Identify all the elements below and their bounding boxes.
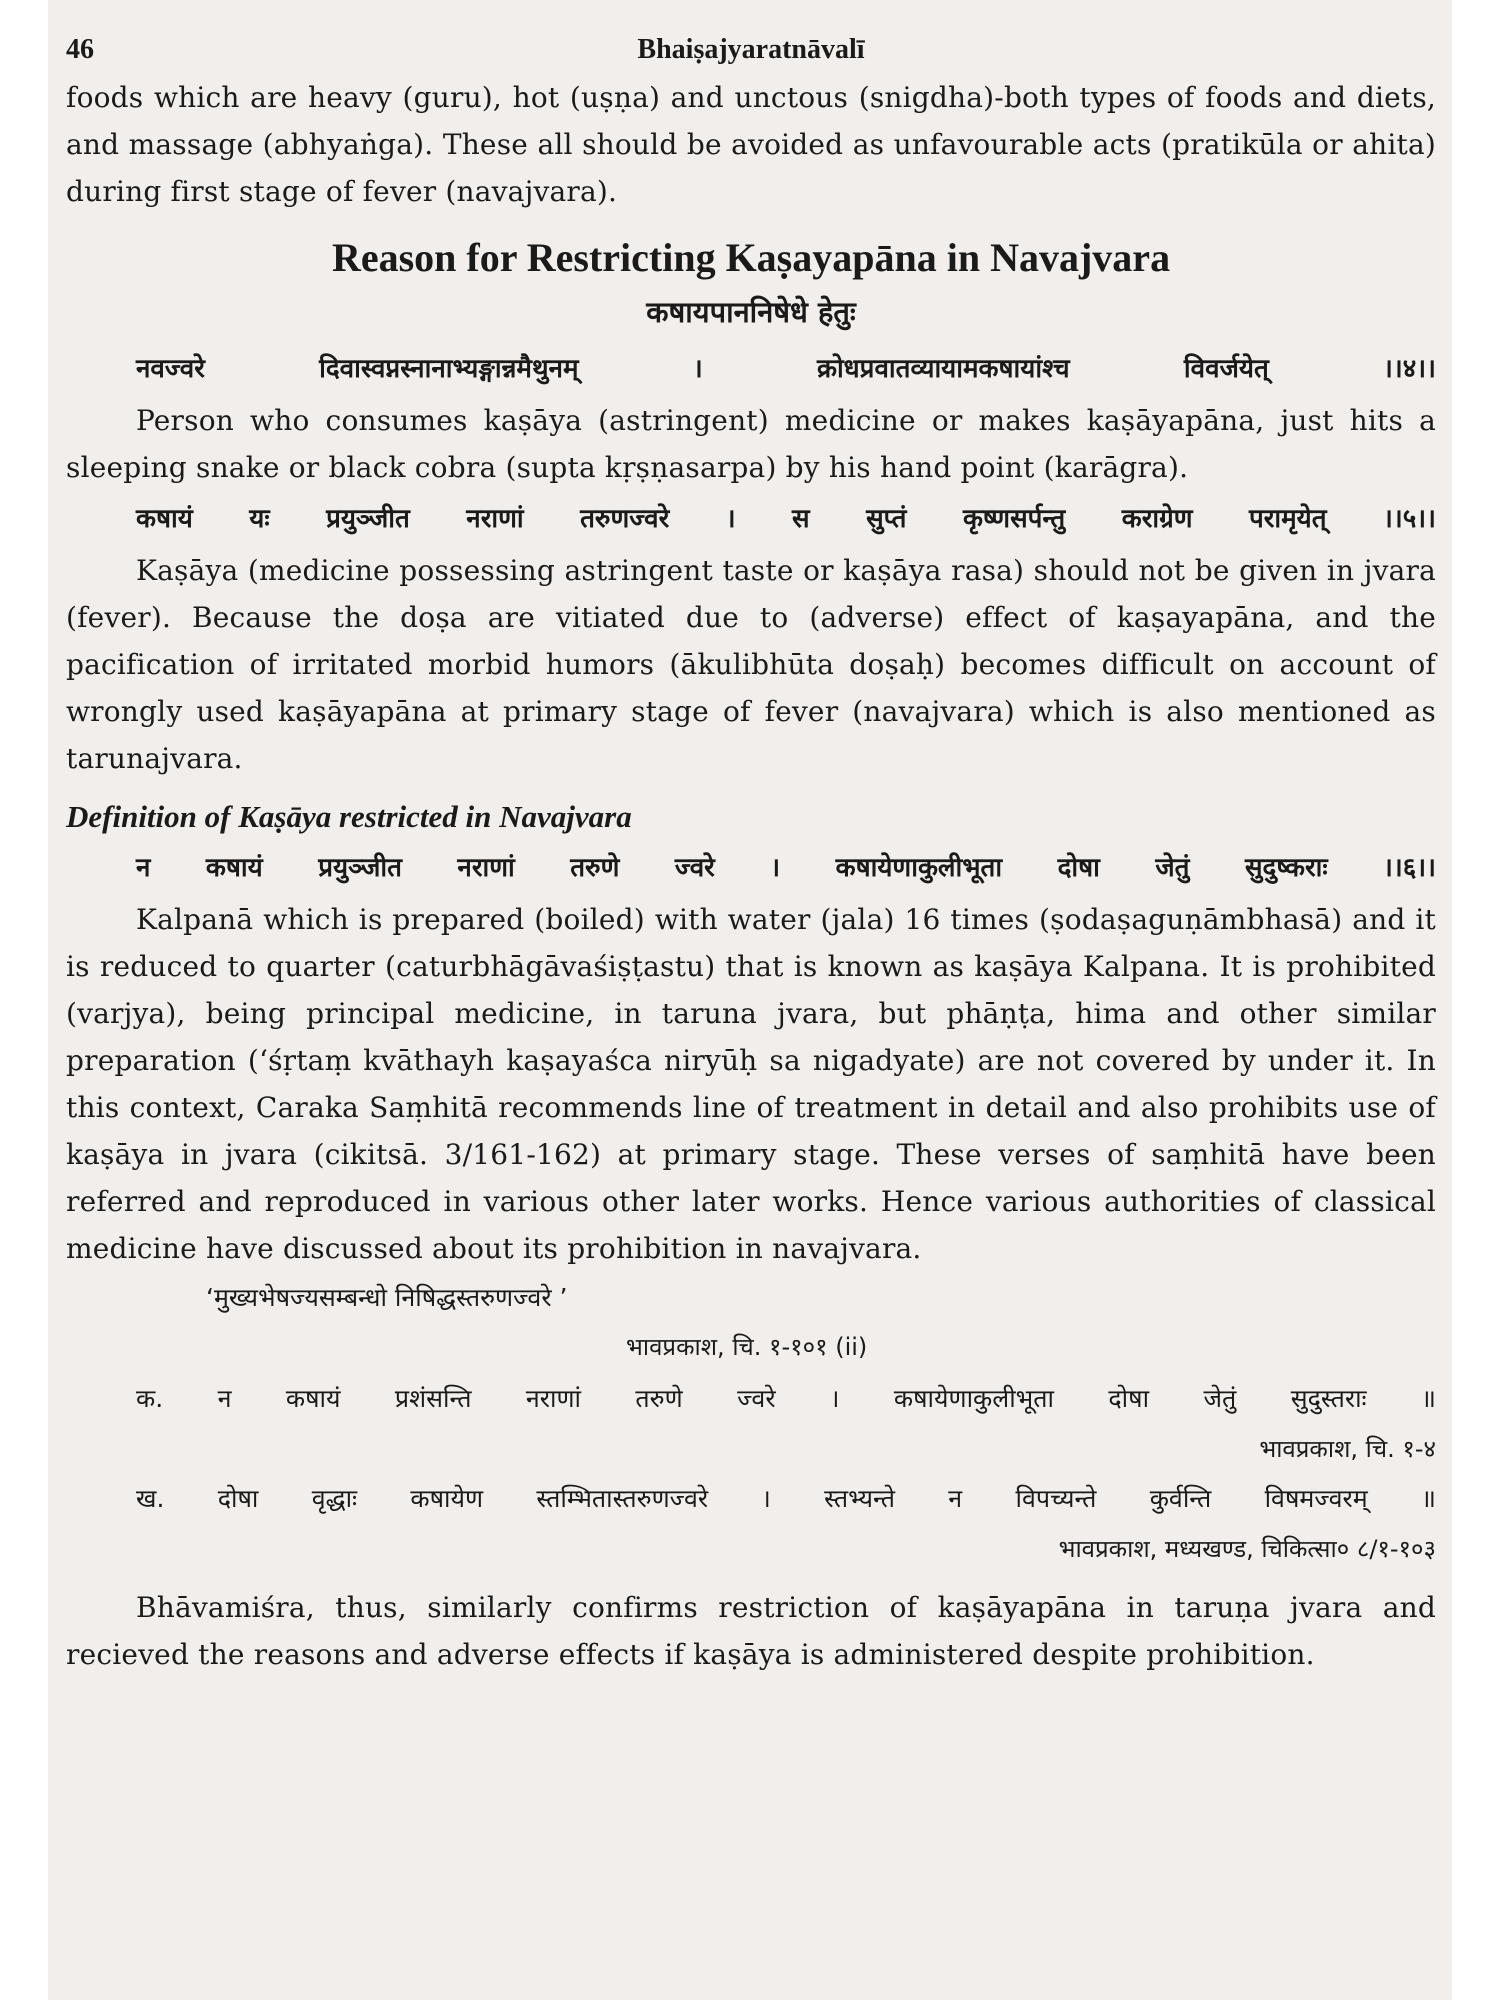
page-number: 46 [66,34,94,65]
paragraph-kasaya: Kaṣāya (medicine possessing astringent taste or kaṣāya rasa) should not be given in jvara (fever). Because the doṣa are vitiated due to (adverse) effect of kaṣayapāna, and the pacification of irritated morbid humors (ākulibhūta doṣaḥ) becomes difficult on account of wrongly used kaṣāyapāna at primary stage of fever (navajvara) which is also mentioned as tarunajvara. [66,554,1436,775]
verse-ka: क. न कषायं प्रशंसन्ति नराणां तरुणे ज्वरे । कषायेणाकुलीभूता दोषा जेतुं सुदुस्तराः ॥ [136,1384,1436,1413]
page-header [66,26,1436,74]
page-content [66,26,1436,1678]
verse-5: कषायं यः प्रयुञ्जीत नराणां तरुणज्वरे । स सुप्तं कृष्णसर्पन्तु कराग्रेण परामृयेत् ।।५।। [136,504,1436,534]
running-title: Bhaiṣajyaratnāvalī [637,34,865,65]
paragraph-kalpana: Kalpanā which is prepared (boiled) with water (jala) 16 times (ṣodaṣaguṇāmbhasā) and it is reduced to quarter (caturbhāgāvaśiṣṭastu) that is known as kaṣāya Kalpana. It is prohibited (varjya), being principal medicine, in taruna jvara, but phāṇṭa, hima and other similar preparation (‘śṛtaṃ kvāthayh kaṣayaśca niryūḥ sa nigadyate) are not covered by under it. In this context, Caraka Saṃhitā recommends line of treatment in detail and also prohibits use of kaṣāya in jvara (cikitsā. 3/161-162) at primary stage. These verses of saṃhitā have been referred and reproduced in various other later works. Hence various authorities of classical medicine have discussed about its prohibition in navajvara. [66,903,1436,1265]
verse-kha: ख. दोषा वृद्धाः कषायेण स्तम्भितास्तरुणज्वरे । स्तभ्यन्ते न विपच्यन्ते कुर्वन्ति विषमज्वरम् ॥ [136,1484,1436,1513]
closing-paragraph: Bhāvamiśra, thus, similarly confirms restriction of kaṣāyapāna in taruṇa jvara and recieved the reasons and adverse effects if kaṣāya is administered despite prohibition. [66,1591,1436,1671]
section-heading: Reason for Restricting Kaṣayapāna in Navajvara [331,235,1171,280]
sanskrit-heading: कषायपाननिषेधे हेतुः [646,295,856,329]
verse-kha-reference: भावप्रकाश, मध्यखण्ड, चिकित्सा० ८/१-१०३ [1058,1535,1436,1563]
intro-paragraph: foods which are heavy (guru), hot (uṣṇa) and unctous (snigdha)-both types of foods and diets, and massage (abhyaṅga). These all should be avoided as unfavourable acts (pratikūla or ahita) during first stage of fever (navajvara). [66,81,1436,208]
quote-reference: भावप्रकाश, चि. १-१०१ (ii) [626,1333,868,1361]
paragraph-snake: Person who consumes kaṣāya (astringent) medicine or makes kaṣāyapāna, just hits a sleeping snake or black cobra (supta kṛṣṇasarpa) by his hand point (karāgra). [66,404,1436,484]
verse-6: न कषायं प्रयुञ्जीत नराणां तरुणे ज्वरे । कषायेणाकुलीभूता दोषा जेतुं सुदुष्कराः ।।६।। [136,853,1436,883]
definition-subheading: Definition of Kaṣāya restricted in Navajvara [66,799,632,834]
quote-verse: ‘मुख्यभेषज्यसम्बन्धो निषिद्धस्तरुणज्वरे ’ [206,1283,568,1312]
verse-4: नवज्वरे दिवास्वप्नस्नानाभ्यङ्गान्नमैथुनम् । क्रोधप्रवातव्यायामकषायांश्च विवर्जयेत् ।।४।। [136,354,1436,384]
verse-ka-reference: भावप्रकाश, चि. १-४ [1259,1435,1436,1463]
book-page [48,0,1452,2000]
